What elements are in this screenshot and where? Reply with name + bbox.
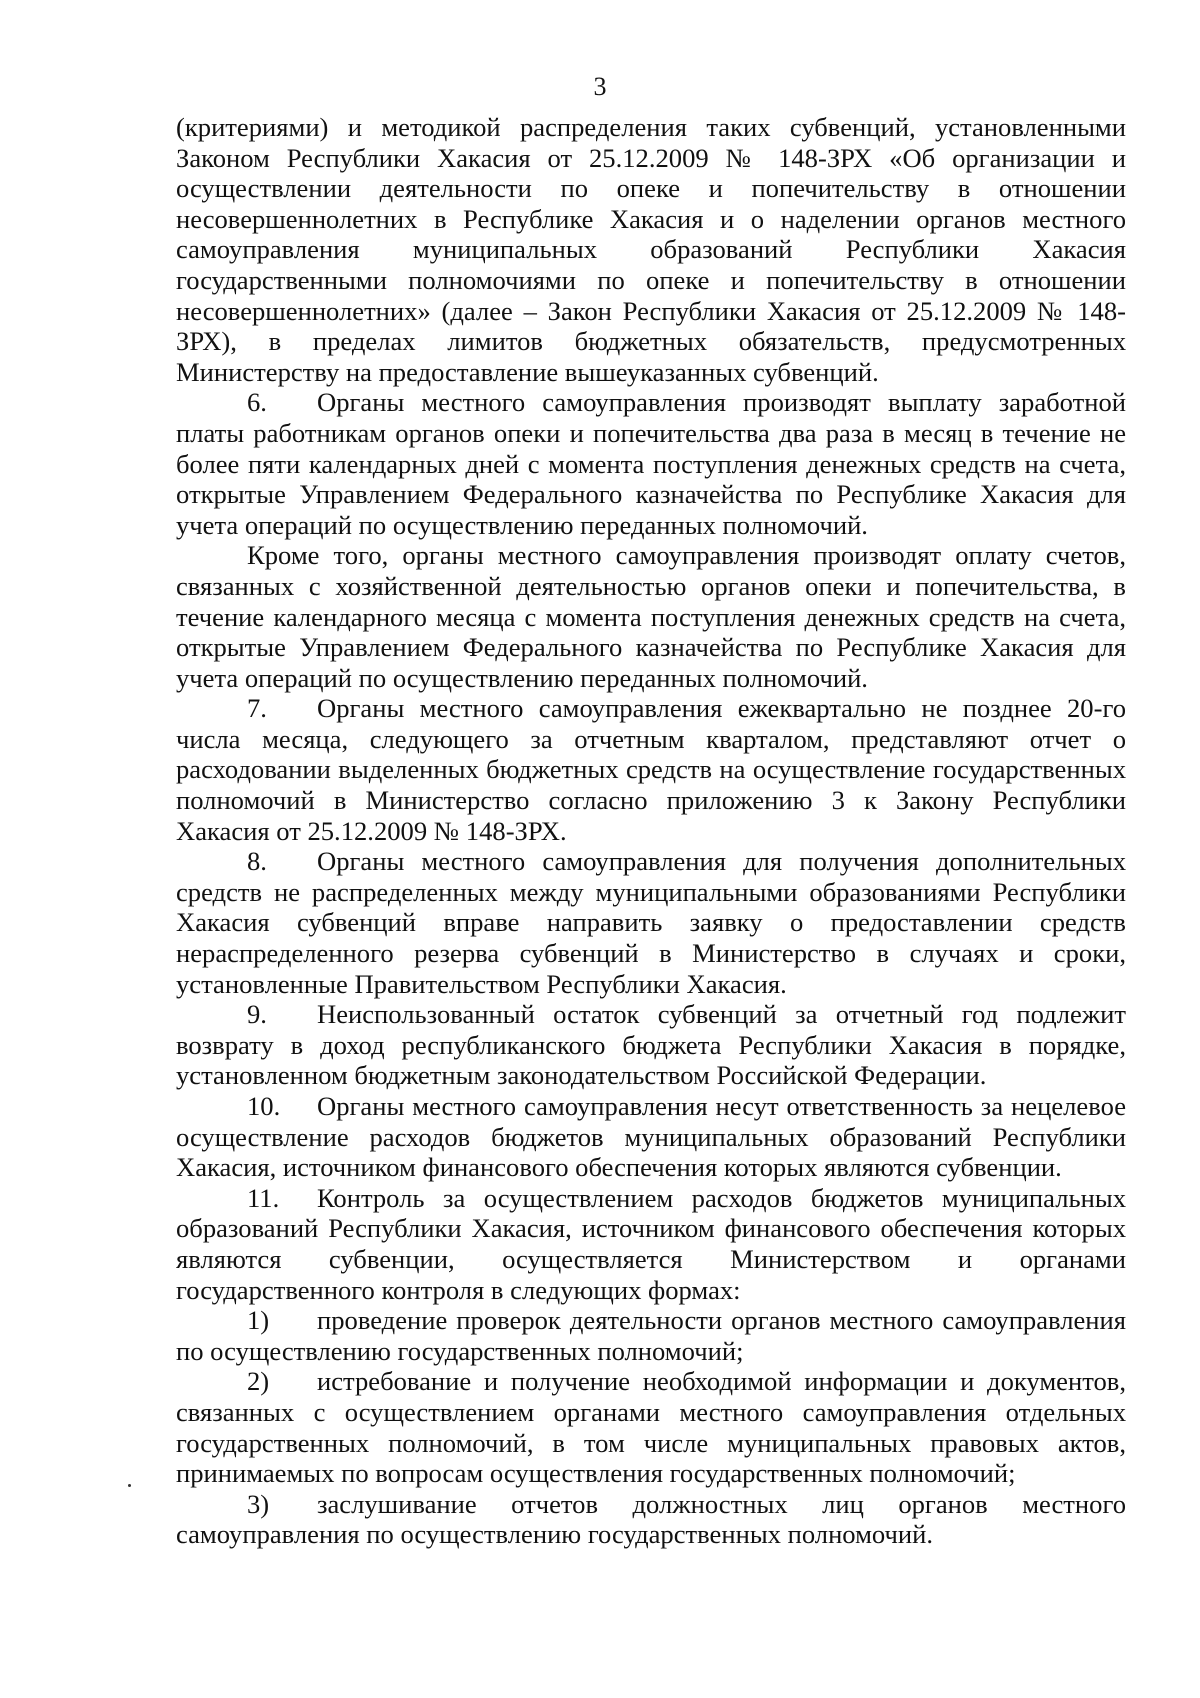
paragraph-number: 6. <box>247 387 267 418</box>
paragraph-continuation <box>176 112 1126 387</box>
paragraph-text: Кроме того, органы местного самоуправления производят оплату счетов, связанных с хозяйственной деятельностью органов опеки и попечительства, в течение календарного месяца с момента поступления денежных средств на счета, открытые Управлением Федерального казначейства по Республике Хакасия для учета операций по осуществлению переданных полномочий. <box>176 540 1126 693</box>
paragraph-9 <box>176 999 1126 1091</box>
list-item-1 <box>176 1305 1126 1366</box>
list-item-number: 3) <box>247 1488 270 1519</box>
scan-artifact <box>128 1484 131 1487</box>
document-body <box>176 112 1126 1550</box>
paragraph-number: 8. <box>247 846 267 877</box>
list-item-text: истребование и получение необходимой информации и документов, связанных с осуществлением органами местного самоуправления отдельных государственных полномочий, в том числе муниципальных правовых актов, принимаемых по вопросам осуществления государственных полномочий; <box>176 1366 1126 1489</box>
paragraph-number: 10. <box>247 1091 281 1121</box>
list-item-2 <box>176 1366 1126 1488</box>
paragraph-number: 7. <box>247 693 267 724</box>
paragraph-text: Органы местного самоуправления производят выплату заработной платы работникам органов опеки и попечительства два раза в месяц в течение не более пяти календарных дней с момента поступления денежных средств на счета, открытые Управлением Федерального казначейства по Республике Хакасия для учета операций по осуществлению переданных полномочий. <box>176 387 1126 540</box>
paragraph-number: 11. <box>247 1182 280 1213</box>
list-item-3 <box>176 1489 1126 1550</box>
paragraph-text: Органы местного самоуправления ежеквартально не позднее 20-го числа месяца, следующего за отчетным кварталом, представляют отчет о расходовании выделенных бюджетных средств на осуществление государственных полномочий в Министерство согласно приложению 3 к Закону Республики Хакасия от 25.12.2009 № 148-ЗРХ. <box>176 693 1126 846</box>
paragraph-text: Органы местного самоуправления для получения дополнительных средств не распределенных между муниципальными образованиями Республики Хакасия субвенций вправе направить заявку о предоставлении средств нераспределенного резерва субвенций в Министерство в случаях и сроки, установленные Правительством Республики Хакасия. <box>176 846 1126 999</box>
paragraph-number: 9. <box>247 999 267 1030</box>
paragraph-text: Органы местного самоуправления несут ответственность за нецелевое осуществление расходов бюджетов муниципальных образований Республики Хакасия, источником финансового обеспечения которых являются субвенции. <box>176 1091 1126 1183</box>
paragraph-6-addendum <box>176 540 1126 693</box>
list-item-text: проведение проверок деятельности органов местного самоуправления по осуществлению государственных полномочий; <box>176 1305 1126 1366</box>
paragraph-text: Неиспользованный остаток субвенций за отчетный год подлежит возврату в доход республиканского бюджета Республики Хакасия в порядке, установленном бюджетным законодательством Российской Федерации. <box>176 999 1126 1091</box>
paragraph-7 <box>176 693 1126 846</box>
paragraph-11 <box>176 1183 1126 1305</box>
paragraph-8 <box>176 846 1126 999</box>
paragraph-text: Контроль за осуществлением расходов бюджетов муниципальных образований Республики Хакасия, источником финансового обеспечения которых являются субвенции, осуществляется Министерством и органами государственного контроля в следующих формах: <box>176 1182 1126 1305</box>
paragraph-6 <box>176 387 1126 540</box>
list-item-number: 1) <box>247 1305 270 1336</box>
page-number: 3 <box>593 72 607 101</box>
list-item-number: 2) <box>247 1366 270 1397</box>
paragraph-10 <box>176 1091 1126 1183</box>
paragraph-text: (критериями) и методикой распределения таких субвенций, установленными Законом Республики Хакасия от 25.12.2009 № 148-ЗРХ «Об организации и осуществлении деятельности по опеке и попечительству в отношении несовершеннолетних в Республике Хакасия и о наделении органов местного самоуправления муниципальных образований Республики Хакасия государственными полномочиями по опеке и попечительству в отношении несовершеннолетних» (далее – Закон Республики Хакасия от 25.12.2009 № 148-ЗРХ), в пределах лимитов бюджетных обязательств, предусмотренных Министерству на предоставление вышеуказанных субвенций. <box>176 112 1126 387</box>
list-item-text: заслушивание отчетов должностных лиц органов местного самоуправления по осуществлению государственных полномочий. <box>176 1488 1126 1550</box>
